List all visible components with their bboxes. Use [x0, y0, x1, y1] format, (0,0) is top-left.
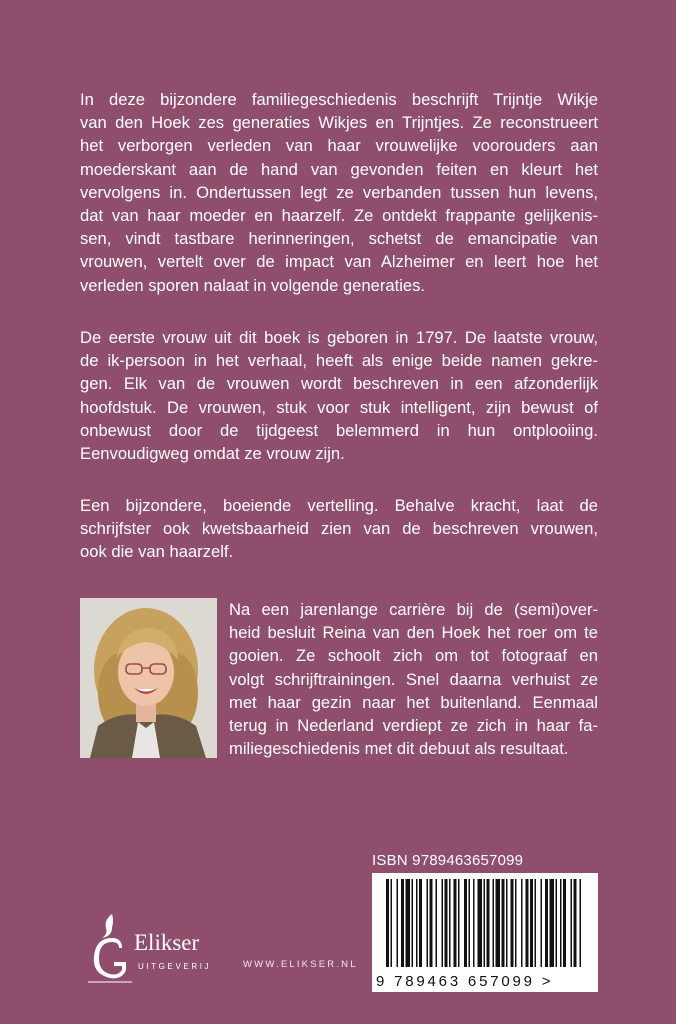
author-bio	[229, 598, 598, 760]
barcode-bar	[502, 879, 505, 967]
text-line: vrouwen, vertelt over de impact van Alzheimer en leert hoe het	[80, 252, 598, 272]
barcode-bar	[545, 879, 548, 967]
text-line: met haar gezin naar het buitenland. Eenmaal	[229, 692, 598, 712]
text-line: miliegeschiedenis met dit debuut als resultaat.	[229, 739, 569, 759]
barcode-bar	[521, 879, 523, 967]
publisher-emblem-icon	[82, 908, 138, 988]
barcode-bar	[386, 879, 389, 967]
text-line: Een bijzondere, boeiende vertelling. Behalve kracht, laat de	[80, 496, 598, 515]
barcode-bar	[454, 879, 457, 967]
barcode-bar	[416, 879, 418, 967]
barcode-bar	[530, 879, 533, 967]
description-paragraph-1	[80, 88, 598, 297]
barcode-bar	[412, 879, 414, 967]
barcode-bar	[391, 879, 393, 967]
text-line: verleden sporen nalaat in volgende generaties.	[80, 275, 426, 295]
text-line: sen, vindt tastbare herinneringen, schetst de emancipatie van	[80, 229, 598, 249]
text-line: schrijfster ook kwetsbaarheid zien van de beschreven vrouwen,	[80, 519, 598, 539]
barcode-bar	[506, 879, 508, 967]
barcode-bar	[430, 879, 433, 967]
isbn-barcode	[372, 873, 598, 992]
barcode-bars	[372, 873, 598, 969]
text-line: vervolgens in. Ondertussen legt ze verbanden tussen hun levens,	[80, 182, 598, 202]
barcode-bar	[526, 879, 529, 967]
barcode-bar	[442, 879, 444, 967]
text-line: het verborgen verleden van haar vrouwelijke voorouders aan	[80, 136, 598, 156]
text-line: ook die van haarzelf.	[80, 542, 234, 562]
barcode-bar	[571, 879, 573, 967]
barcode-bar	[556, 879, 558, 967]
text-line: onbewust door de tijdgeest belemmerd in hun ontplooiing.	[80, 420, 598, 440]
author-photo	[80, 598, 217, 758]
author-portrait-image	[80, 598, 217, 758]
text-line: De eerste vrouw uit dit boek is geboren in 1797. De laatste vrouw,	[80, 328, 598, 347]
barcode-bar	[469, 879, 471, 967]
text-line: Na een jarenlange carrière bij de (semi)over-	[229, 600, 598, 619]
publisher-website: WWW.ELIKSER.NL	[243, 959, 358, 970]
text-line: de ik-persoon in het verhaal, heeft als enige beide namen gekre-	[80, 351, 598, 371]
barcode-bar	[427, 879, 429, 967]
barcode-bar	[541, 879, 543, 967]
text-line: volgt schrijftrainingen. Snel daarna verhuist ze	[229, 669, 598, 689]
barcode-bar	[406, 879, 411, 967]
barcode-bar	[515, 879, 517, 967]
text-line: In deze bijzondere familiegeschiedenis beschrijft Trijntje Wikje	[80, 90, 598, 109]
isbn-label: ISBN 9789463657099	[372, 852, 524, 869]
text-line: van den Hoek zes generaties Wikjes en Trijntjes. Ze reconstrueert	[80, 113, 598, 133]
publisher-name: Elikser	[134, 930, 200, 955]
barcode-digits: 9 789463 657099 >	[376, 973, 554, 990]
publisher-logo	[82, 908, 232, 988]
barcode-bar	[484, 879, 486, 967]
barcode-bar	[574, 879, 577, 967]
text-line: heid besluit Reina van den Hoek het roer om te	[229, 623, 598, 643]
text-line: hoofdstuk. De vrouwen, stuk voor stuk intelligent, zijn bewust of	[80, 397, 598, 417]
barcode-bar	[560, 879, 562, 967]
barcode-bar	[487, 879, 490, 967]
text-line: dat van haar moeder en haarzelf. Ze ontdekt frappante gelijkenis-	[80, 206, 598, 226]
barcode-bar	[449, 879, 451, 967]
barcode-bar	[401, 879, 404, 967]
publisher-subtitle: UITGEVERIJ	[138, 962, 212, 971]
text-line: gen. Elk van de vrouwen wordt beschreven in een afzonderlijk	[80, 374, 598, 394]
text-line: terug in Nederland verdiept ze zich in haar fa-	[229, 716, 598, 736]
description-paragraph-2	[80, 326, 598, 465]
text-line: gooien. Ze schoolt zich om tot fotograaf en	[229, 646, 598, 666]
barcode-bar	[535, 879, 537, 967]
description-paragraph-3	[80, 494, 598, 564]
barcode-bar	[419, 879, 422, 967]
barcode-bar	[473, 879, 475, 967]
text-line: Eenvoudigweg omdat ze vrouw zijn.	[80, 444, 345, 464]
barcode-bar	[464, 879, 467, 967]
barcode-bar	[493, 879, 495, 967]
text-line: moederskant aan de hand van gevonden feiten en kleurt het	[80, 159, 598, 179]
barcode-bar	[478, 879, 483, 967]
barcode-bar	[445, 879, 448, 967]
barcode-bar	[511, 879, 514, 967]
barcode-bar	[458, 879, 460, 967]
barcode-bar	[563, 879, 566, 967]
barcode-bar	[397, 879, 399, 967]
barcode-bar	[496, 879, 501, 967]
barcode-bar	[550, 879, 555, 967]
barcode-bar	[436, 879, 438, 967]
barcode-bar	[580, 879, 582, 967]
